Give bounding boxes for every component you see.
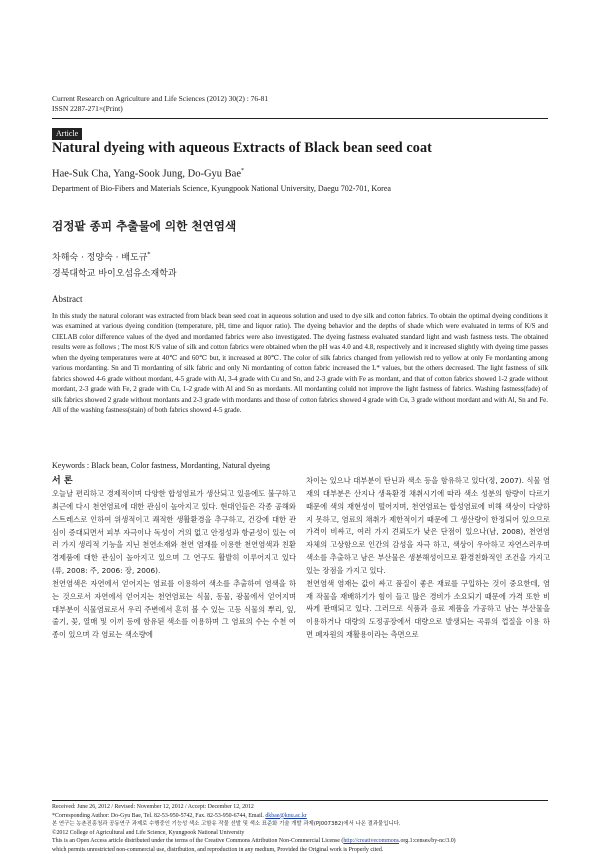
copyright: ©2012 College of Agricultural and Life Science, Kyungpook National University [52, 829, 552, 838]
affiliation: Department of Bio-Fibers and Materials Science, Kyungpook National University, Daegu 702-701, Korea [52, 184, 391, 193]
author-names: Hae-Suk Cha, Yang-Sook Jung, Do-Gyu Bae [52, 169, 241, 180]
header-rule [52, 118, 548, 119]
license-link[interactable]: http://creativecommons [343, 838, 399, 844]
journal-citation: Current Research on Agriculture and Life Sciences (2012) 30(2) : 76-81 [52, 94, 268, 104]
abstract-heading: Abstract [52, 294, 83, 304]
funding-note: 본 연구는 농촌진흥청과 공동연구 과제로 수행중인 기능성 색소 고함유 작물 선발 및 색소 표준화 기술 개발 과제(PJ007382)에서 나온 결과물입니다. [52, 820, 552, 829]
keywords: Keywords : Black bean, Color fastness, Mordanting, Natural dyeing [52, 461, 270, 470]
paragraph: 차이는 있으나 대부분이 탄닌과 색소 등을 함유하고 있다(정, 2007). 식물 염재의 대부분은 산지나 생육환경 채취시기에 따라 색소 성분의 함량이 다르기 때문에 색의 재현성이 떨어지며, 천연염료는 합성염료에 비해 색상이 다양하지 못하고, 염료의 채취가 제한적이기 때문에 그 생산량이 한정되어 있으므로 가격이 비싸고, 여러 가지 견뢰도가 낮은 단점이 있으나(남, 2008), 천연염 자체의 고상함으로 인간의 감성을 자극 하고, 색상이 우아하고 자연스러우며 색소를 추출하고 남은 부산물은 생분해성이므로 환경친화적인 조건을 가지고 있는 장점을 가지고 있다. [306, 475, 550, 578]
footnote-rule [52, 800, 548, 801]
paragraph: 천연염색 염재는 값이 싸고 품질이 좋은 재료를 구입하는 것이 중요한데, 염재 작물을 재배하기가 힘이 들고 많은 경비가 소요되기 때문에 가격 또한 비싸게 판매되고 있다. 그러므로 식품과 음료 제품을 가공하고 남는 부산물을 이용하거나 대량의 도정공장에서 대량으로 발생되는 곡류의 껍질을 이용 하면 폐자원의 재활용이라는 측면으로 [306, 578, 550, 642]
journal-header [52, 94, 268, 114]
article-dates: Received: June 26, 2012 / Revised: November 12, 2012 / Accept: December 12, 2012 [52, 803, 552, 812]
license-note: This is an Open Access article distributed under the terms of the Creative Commons Attribution Non-Commercial License (http://creativecommons.org.1:censes/by-nc/3.0) [52, 837, 552, 846]
article-badge: Article [52, 128, 82, 140]
korean-author-list [52, 250, 150, 263]
section-heading-introduction: 서 론 [52, 475, 296, 488]
korean-affiliation: 경북대학교 바이오섬유소재학과 [52, 266, 177, 279]
abstract-text: In this study the natural colorant was extracted from black bean seed coat in aqueous solution and used to dye silk and cotton fabrics. To obtain the optimal dyeing conditions it was examined at various dyeing condition (temperature, pH, time and liquor ratio). The dyeing behavior and the depths of shade which were evaluated in terms of K/S and CIELAB color difference values of the dyed and mordanted fabrics were also investigated. The dyeing fastness evaluated standard light and wash fastness tests. The obtained results were as follows ; The most K/S value of silk and cotton fabrics were obtained when the pH was 4.0 and 4.8, respectively and it increased slightly with dyeing time passes when the dyeing temperatures were at 40℃ and 60℃ but, it increased at 80℃. The color of silk fabrics changed from yellowish red to yellow at only Fe mordanting among various mordanting. Sn and Ti mordanting of silk fabric and only Ni mordanting of cotton fabric increased the L* values, but the others decreased. The light fastness of silk fabrics showed 4-6 grade without mordant, 4-5 grade with Al, 3-4 grade with Cu and Sn, and 2-3 grade with Fe as mordant, and that of cotton fabrics showed 1-2 grade without mordant, 2-3 grade with Fe, 2 grade with Cu, 1-2 grade with Al and Sn as mordants. All mordanting coluld not improve the light fastness of fabrics. Washing fastness(fade) of silk fabrics showed 2 grade without mordants and 2-3 grade with mordants and those of cotton fabrics showed 4 grade with Cu, 3 grade without mordant and with Al, Sn and Fe. All of the washing fastness(stain) of both fabrics showed 4-5 grade. [52, 311, 548, 416]
paper-title: Natural dyeing with aqueous Extracts of Black bean seed coat [52, 140, 432, 157]
author-list [52, 168, 244, 180]
corresponding-author: *Corresponding Author: Do-Gyu Bae, Tel. 82-53-950-5742, Fax. 82-53-950-6744, Email. dkbae@knu.ac.kr [52, 812, 552, 821]
corresponding-mark: * [241, 168, 244, 174]
korean-corresponding-mark: * [147, 251, 150, 258]
korean-title: 검정팥 종피 추출물에 의한 천연염색 [52, 218, 236, 234]
body-column-right [306, 475, 550, 642]
email-link[interactable]: dkbae@knu.ac.kr [265, 813, 306, 819]
paragraph: 오늘날 편리하고 경제적이며 다양한 합성염료가 생산되고 있음에도 불구하고 최근에 다시 천연염료에 대한 관심이 높아지고 있다. 현대인들은 각종 공해와 스트레스로 인하여 위생적이고 쾌적한 생활환경을 추구하고, 건강에 대한 관심이 증대되면서 피부 자극이나 독성이 거의 없고 안정성과 항균성이 있는 여러 가지 생리적 기능을 지닌 천연소재와 천연 염재를 이용한 천연염색과 친환경제품에 대한 관심이 높아지고 있으며 그 연구도 활발히 이루어지고 있다(류, 2008: 주, 2006: 장, 2006). [52, 488, 296, 578]
issn: ISSN 2287-271×(Print) [52, 104, 268, 114]
body-column-left [52, 475, 296, 642]
paragraph: 천연염색은 자연에서 얻어지는 염료를 이용하여 색소를 추출하여 염색을 하는 것으로서 자연에서 얻어지는 천연염료는 식물, 동물, 광물에서 얻어지며 대부분이 식물염료로서 우리 주변에서 흔히 볼 수 있는 고등 식물의 뿌리, 잎, 줄기, 꽃, 열매 및 이끼 등에 함유된 색소를 이용하며 그 염료의 수는 수천 여종이 있으며 각 염료는 색소량에 [52, 578, 296, 642]
footnote-block [52, 803, 552, 854]
license-note-continued: which permits unrestricted non-commercial use, distribution, and reproduction in any medium, Provided the Original work is Properly cited. [52, 846, 552, 854]
korean-author-names: 차해숙 · 정양숙 · 배도규 [52, 253, 147, 263]
